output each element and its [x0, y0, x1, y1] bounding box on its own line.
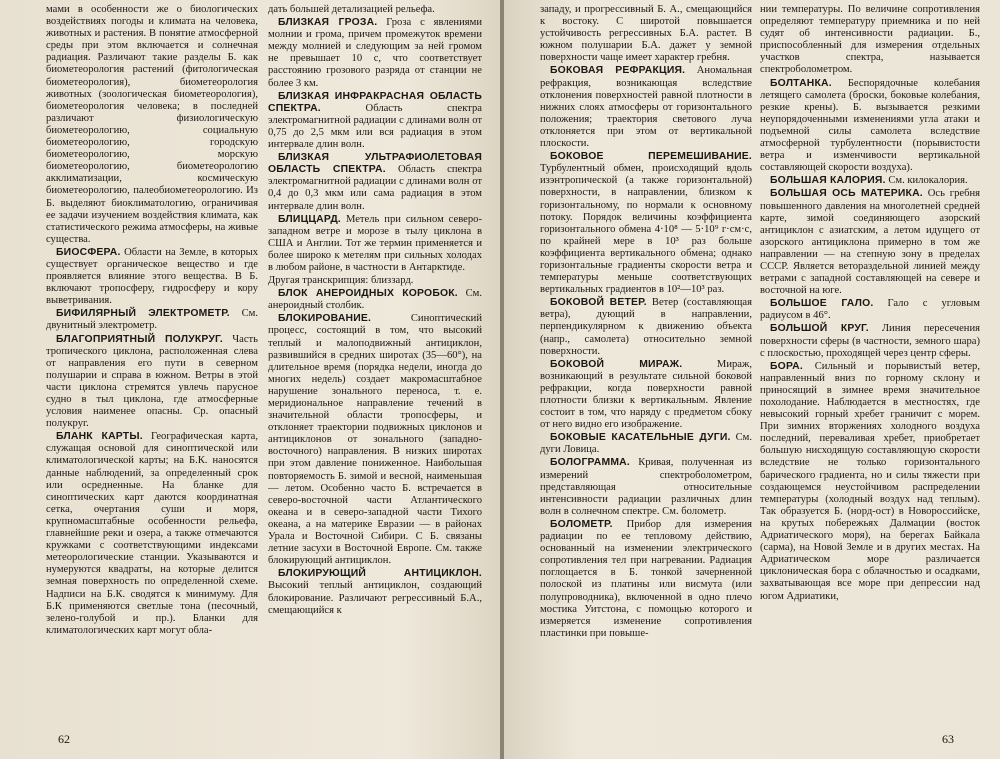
- entry-headword: БЛАНК КАРТЫ.: [56, 431, 143, 443]
- entry-text: Гало с угловым радиусом в 46°.: [760, 298, 980, 322]
- entry-text: Область спектра электромагнитной радиации с длинами волн от 0,75 до 2,5 мкм или вся радиация в этом интервале длин волн.: [268, 102, 482, 151]
- left-column-2: [268, 4, 482, 728]
- dictionary-entry: [268, 288, 482, 312]
- entry-text: нии температуры. По величине сопротивления определяют температуру приемника и по ней судят об интенсивности радиации. Б., приспособленный для измерения отдельных участков спектра, называется спектроболометром.: [760, 4, 980, 76]
- entry-headword: БОЛЬШАЯ КАЛОРИЯ.: [770, 175, 886, 187]
- dictionary-entry: [46, 308, 258, 332]
- dictionary-entry: [760, 323, 980, 359]
- entry-headword: БЛИЗКАЯ УЛЬТРАФИОЛЕТОВАЯ ОБЛАСТЬ СПЕКТРА.: [268, 152, 482, 176]
- entry-headword: БЛИЗКАЯ ГРОЗА.: [278, 17, 378, 29]
- dictionary-entry: [46, 4, 258, 246]
- entry-text: Синоптический процесс, состоящий в том, что высокий теплый и малоподвижный антициклон, развившийся в средних широтах (35—60°), на длительное время (порядка недели, иногда до многих недель) создает макромасштабное нарушение зонального переноса, т. е. меридиональное направление течений в значительной области тропосферы, и отклоняет траектории подвижных циклонов и антициклонов от зонального (западно-восточного) направления. В низких широтах при этом давление пониженное. Наибольшая повторяемость Б. зимой и весной, наименьшая — летом. Особенно часто Б. встречается в северо-восточной части Атлантического океана и в северо-западной части Тихого океана, а на материке Евразии — в районах Урала и Восточной Сибири. С Б. связаны летние засухи в Восточной Европе. См. также блокирующий антициклон.: [268, 313, 482, 567]
- dictionary-entry: [268, 152, 482, 212]
- entry-headword: БОКОВОЕ ПЕРЕМЕШИВАНИЕ.: [550, 151, 752, 163]
- entry-headword: БЛАГОПРИЯТНЫЙ ПОЛУКРУГ.: [56, 333, 223, 345]
- dictionary-entry: [540, 4, 752, 64]
- dictionary-entry: [540, 432, 752, 456]
- entry-text: Мираж, возникающий в результате сильной боковой рефракции, когда поверхности равной плотности близки к вертикальным. Явление состоит в том, что наряду с предметом сбоку от него видно его изображение.: [540, 358, 752, 431]
- entry-headword: БОЛЬШОЙ КРУГ.: [770, 323, 869, 335]
- dictionary-entry: [268, 313, 482, 567]
- right-page: [504, 0, 1000, 759]
- entry-text: Сильный и порывистый ветер, направленный вниз по горному склону и приносящий в зимнее время значительное похолодание. Наблюдается в местностях, где невысокий горный хребет граничит с морем. При зимних вторжениях холодного воздуха последний, переваливая хребет, приобретает большую нисходящую составляющую скорости вследствие не только горизонтального барического градиента, но и силы тяжести при создающемся неустойчивом распределении температуры (холодный воздух над теплым). Так образуется Б. (норд-ост) в Новороссийске, на крутых побережьях Далмации (восток Адриатического моря), на берегах Байкала (сарма), на Новой Земле и в других местах. На Адриатическом море различается циклоническая бора с облачностью и осадками, захватывающая все море при депрессии над югом Адриатики,: [760, 360, 980, 602]
- entry-headword: БОКОВАЯ РЕФРАКЦИЯ.: [550, 65, 686, 77]
- entry-text: западу, и прогрессивный Б. А., смещающийся к востоку. С широтой повышается устойчивость регрессивных Б.А. растет. В южном полушарии Б.А. дажет у земной поверхности чаще имеет характер гребня.: [540, 4, 752, 64]
- entry-headword: БИОСФЕРА.: [56, 246, 121, 258]
- dictionary-entry: [540, 519, 752, 640]
- entry-text: Кривая, полученная из измерений спектроболометром, представляющая относительные интенсивности радиации различных длин волн в солнечном спектре. См. болометр.: [540, 457, 752, 517]
- dictionary-entry: [760, 175, 980, 187]
- entry-text: Линия пересечения поверхности сферы (в частности, земного шара) с плоскостью, проходящей через центр сферы.: [760, 323, 980, 359]
- entry-headword: БЛОК АНЕРОИДНЫХ КОРОБОК.: [278, 288, 458, 300]
- entry-text: дать большей детализацией рельефа.: [268, 4, 435, 15]
- dictionary-entry: [540, 457, 752, 517]
- dictionary-entry: [540, 151, 752, 296]
- dictionary-entry: [760, 4, 980, 77]
- dictionary-entry: [760, 78, 980, 175]
- dictionary-entry: [760, 298, 980, 322]
- entry-text: Турбулентный обмен, происходящий вдоль изэнтропической (а также горизонтальной) поверхности, в направлении, близком к горизонтальному, по нормали к основному потоку. Порядок величины коэффициента горизонтального обмена 4·10⁸ — 5·10⁹ г·см·с, по крайней мере в 10³ раз больше коэффициента вертикального обмена; однако горизонтальные градиенты скорости ветра и температуры меньше соответствующих вертикальных градиентов в 10²—10³ раз.: [540, 163, 752, 296]
- dictionary-entry: [46, 247, 258, 307]
- entry-headword: БОЛТАНКА.: [770, 77, 832, 89]
- entry-text: Аномальная рефракция, возникающая вследствие отклонения поверхностей равной плотности в нижних слоях атмосферы от горизонтального положения; траектория светового луча отклоняется при этом от вертикальной плоскости.: [540, 65, 752, 150]
- dictionary-entry: [760, 361, 980, 603]
- entry-text: Географическая карта, служащая основой для синоптической или климатологической карты; на Б.К. наносятся данные наблюдений, за определенный срок или осредненные. На бланке для синоптических карт даются координатная сетка, очертания суши и моря, крупномасштабные особенности рельефа, главнейшие реки и озера, а также отмечаются кружками с соответствующими индексами метеорологические станции. Указываются и нумеруются квадраты, на которые делится земная поверхность по определенной схеме. Надписи на Б.К. сводятся к минимуму. Для Б.К применяются светлые тона (песочный, зелено-голубой и пр.). Бланки для климатологических карт могут обла-: [46, 431, 258, 636]
- right-column-2: [760, 4, 980, 728]
- dictionary-entry: [268, 4, 482, 16]
- entry-text: Область спектра электромагнитной радиации с длинами волн от 0,4 до 0,3 мкм или сама радиация в этом интервале длин волн.: [268, 164, 482, 212]
- entry-text: Беспорядочные колебания летящего самолета (броски, боковые колебания, резкие крены). Б. вызывается резкими неупорядоченными изменениями угла атаки и подъемной силы самолета вследствие атмосферной турбулентности (порывистости ветра и изменчивости вертикальной составляющей скорости воздуха).: [760, 77, 980, 174]
- entry-text: Другая транскрипция: близзард.: [268, 275, 414, 287]
- entry-headword: БЛИЗКАЯ ИНФРАКРАСНАЯ ОБЛАСТЬ СПЕКТРА.: [268, 90, 482, 114]
- page-number-right: 63: [942, 732, 954, 746]
- dictionary-entry: [540, 297, 752, 357]
- entry-text: См. дуги Ловица.: [540, 432, 752, 456]
- dictionary-entry: [268, 214, 482, 274]
- right-column-1: [540, 4, 752, 728]
- entry-headword: БОРА.: [770, 360, 803, 372]
- entry-text: Метель при сильном северо-западном ветре и морозе в тылу циклона в США и Англии. Тот же термин применяется и более широко к метелям при сильных холодах в любом районе, в частности в Антарктиде.: [268, 213, 482, 273]
- entry-text: Области на Земле, в которых существует органическое вещество и где проявляется влияние этого вещества. В Б. включают тропосферу, гидросферу и кору выветривания.: [46, 246, 258, 307]
- entry-headword: БОКОВОЙ МИРАЖ.: [550, 358, 683, 370]
- entry-headword: БОКОВЫЕ КАСАТЕЛЬНЫЕ ДУГИ.: [550, 432, 731, 444]
- entry-headword: БОЛОМЕТР.: [550, 518, 613, 530]
- entry-text: См. двунитный электрометр.: [46, 308, 258, 332]
- dictionary-entry: [540, 65, 752, 150]
- entry-text: См. анероидный столбик.: [268, 288, 482, 312]
- entry-text: См. килокалория.: [888, 175, 968, 187]
- entry-text: Гроза с явлениями молнии и грома, причем промежуток времени между молнией и следующим за ней громом не превышает 10 с, что соответствует расстоянию грозового разряда от станции не более 3 км.: [268, 17, 482, 89]
- entry-headword: БЛОКИРУЮЩИЙ АНТИЦИКЛОН.: [278, 568, 482, 580]
- entry-headword: БОЛЬШАЯ ОСЬ МАТЕРИКА.: [770, 188, 923, 200]
- entry-headword: БЛОКИРОВАНИЕ.: [278, 313, 372, 325]
- entry-text: Высокий теплый антициклон, создающий блокирование. Различают регрессивный Б.А., смещающийся к: [268, 580, 482, 616]
- entry-text: Ось гребня повышенного давления на многолетней средней карте, зимой соединяющего азорский антициклон с азиатским, а летом идущего от азорского антициклона примерно в том же направлении — на степную зону в пределах СССР. Является ветораздельной линией между ветрами с западной составляющей на севере и восточной на юге.: [760, 188, 980, 297]
- entry-headword: БОЛЬШОЕ ГАЛО.: [770, 298, 874, 310]
- entry-text: Ветер (составляющая ветра), дующий в направлении, перпендикулярном к движению объекта (напр., самолета) относительно земной поверхности.: [540, 297, 752, 357]
- page-number-left: 62: [58, 732, 70, 746]
- dictionary-entry: [540, 359, 752, 432]
- dictionary-entry: [268, 568, 482, 616]
- entry-text: мами в особенности же о биологических воздействиях погоды и климата на человека, животных и растения. В понятие атмосферной среды при этом включается и солнечная радиация. Различают такие разделы Б. как биометеорология растений (фитологическая биометеорология), биометеорология животных (зоологическая биометеорология), биометеорология человека; в последней различают физиологическую биометеорологию, социальную биометеорологию, городскую биометеорологию, морскую биометеорологию, биометеорологию акклиматизации, космическую биометеорологию, палеобиометеорологию. Из Б. выделяют биоклиматологию, ограничивая ее задачи изучением воздействия климата, как статистического режима атмосферы, на живые существа.: [46, 4, 258, 245]
- entry-text: Часть тропического циклона, расположенная слева от направления его пути в северном полушарии и справа в южном. Ветры в этой части циклона стремятся увлечь парусное судно в тыл циклона, где атмосферные условия наименее опасны. Ср. опасный полукруг.: [46, 333, 258, 430]
- dictionary-entry: [268, 17, 482, 90]
- entry-headword: БОЛОГРАММА.: [550, 457, 630, 469]
- entry-headword: БИФИЛЯРНЫЙ ЭЛЕКТРОМЕТР.: [56, 308, 230, 320]
- entry-text: Прибор для измерения радиации по ее тепловому действию, основанный на изменении электрического сопротивления тел при нагревании. Радиация поглощается в Б. тонкой зачерненной полоской из платины или висмута (или полупроводника), включенной в одно плечо мостика Уитстона, с помощью которого и измеряется изменение сопротивления пластинки при повыше-: [540, 518, 752, 639]
- dictionary-entry: [46, 431, 258, 637]
- left-column-1: [46, 4, 258, 728]
- entry-headword: БОКОВОЙ ВЕТЕР.: [550, 297, 647, 309]
- entry-headword: БЛИЦЦАРД.: [278, 213, 342, 225]
- dictionary-entry: [268, 275, 482, 287]
- dictionary-entry: [268, 91, 482, 151]
- dictionary-entry: [760, 188, 980, 297]
- dictionary-entry: [46, 334, 258, 431]
